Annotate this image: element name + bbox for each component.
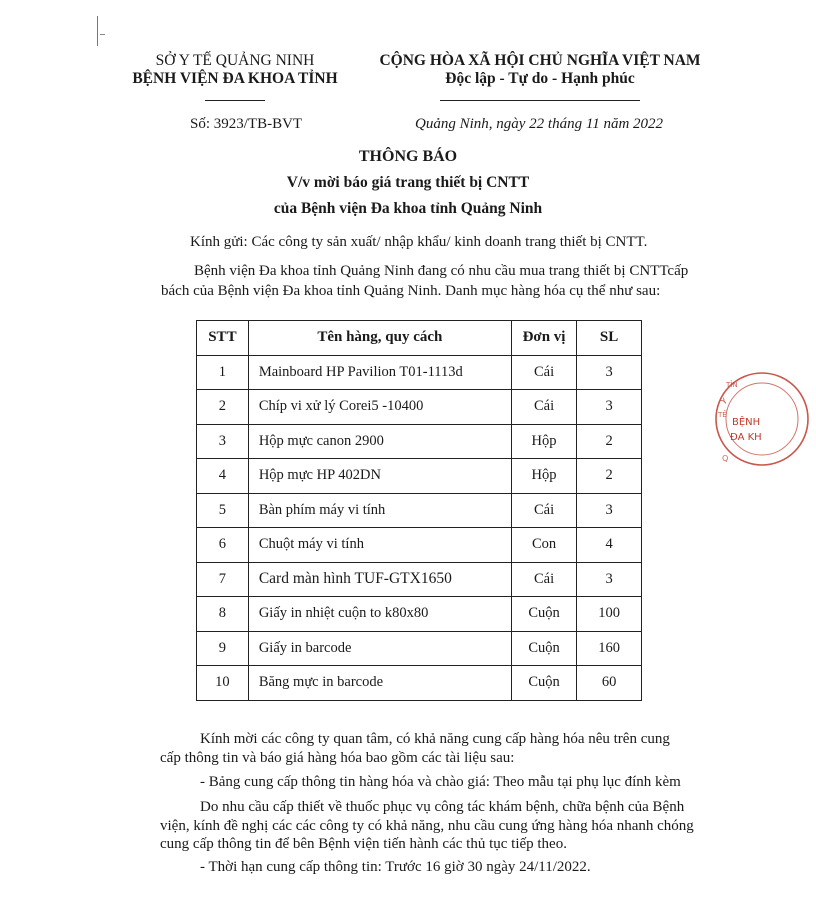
row-unit: Cuộn	[511, 631, 576, 666]
table-body	[197, 355, 642, 700]
row-quantity: 60	[577, 666, 642, 701]
place-and-date: Quảng Ninh, ngày 22 tháng 11 năm 2022	[415, 116, 664, 132]
table-row	[197, 355, 642, 390]
document-subject: V/v mời báo giá trang thiết bị CNTT	[286, 174, 530, 191]
row-item-name: Card màn hình TUF-GTX1650	[248, 562, 511, 597]
row-stt: 10	[197, 666, 249, 701]
svg-text:Q: Q	[722, 454, 729, 463]
country-name: CỘNG HÒA XÃ HỘI CHỦ NGHĨA VIỆT NAM	[379, 52, 701, 69]
row-stt: 3	[197, 424, 249, 459]
national-motto: Độc lập - Tự do - Hạnh phúc	[445, 70, 635, 87]
row-quantity: 3	[577, 390, 642, 425]
official-seal-stamp	[700, 365, 816, 477]
hospital-name: BỆNH VIỆN ĐA KHOA TỈNH	[132, 70, 338, 87]
seal-text-line1: BỆNH	[732, 417, 761, 428]
svg-text:TẾ: TẾ	[718, 411, 727, 419]
table-row	[197, 390, 642, 425]
table-row	[197, 528, 642, 563]
row-item-name: Bàn phím máy vi tính	[248, 493, 511, 528]
row-stt: 4	[197, 459, 249, 494]
seal-graphic	[700, 365, 816, 477]
row-item-name: Chíp vi xử lý Corei5 -10400	[248, 390, 511, 425]
row-quantity: 3	[577, 355, 642, 390]
svg-text:Y: Y	[719, 396, 730, 407]
table-row	[197, 562, 642, 597]
document-number: Số: 3923/TB-BVT	[190, 116, 303, 132]
row-unit: Hộp	[511, 459, 576, 494]
header-quantity: SL	[577, 321, 642, 356]
row-item-name: Hộp mực canon 2900	[248, 424, 511, 459]
row-stt: 7	[197, 562, 249, 597]
row-item-name: Mainboard HP Pavilion T01-1113d	[248, 355, 511, 390]
row-stt: 5	[197, 493, 249, 528]
urgency-paragraph-line2: viện, kính đề nghị các các công ty có khả năng, nhu cầu cung ứng hàng hóa nhanh chóng	[160, 818, 694, 834]
row-unit: Cuộn	[511, 597, 576, 632]
goods-list-table	[196, 320, 642, 701]
row-item-name: Chuột máy vi tính	[248, 528, 511, 563]
header-stt: STT	[197, 321, 249, 356]
row-quantity: 4	[577, 528, 642, 563]
table-row	[197, 597, 642, 632]
header-item-name: Tên hàng, quy cách	[248, 321, 511, 356]
row-item-name: Giấy in nhiệt cuộn to k80x80	[248, 597, 511, 632]
row-unit: Con	[511, 528, 576, 563]
row-stt: 9	[197, 631, 249, 666]
row-quantity: 2	[577, 459, 642, 494]
org-divider	[205, 100, 265, 101]
row-stt: 8	[197, 597, 249, 632]
header-unit: Đơn vị	[511, 321, 576, 356]
table-header-row	[197, 321, 642, 356]
row-quantity: 3	[577, 493, 642, 528]
scan-mark-tick	[100, 34, 105, 35]
scan-mark	[97, 16, 98, 46]
motto-divider	[440, 100, 640, 101]
deadline-item: - Thời hạn cung cấp thông tin: Trước 16 giờ 30 ngày 24/11/2022.	[200, 859, 591, 875]
table-row	[197, 666, 642, 701]
document-subject-line2: của Bệnh viện Đa khoa tỉnh Quảng Ninh	[273, 200, 543, 217]
parent-organization: SỞ Y TẾ QUẢNG NINH	[155, 52, 315, 69]
row-item-name: Băng mực in barcode	[248, 666, 511, 701]
table-row	[197, 493, 642, 528]
svg-text:TỈN: TỈN	[726, 381, 738, 389]
intro-paragraph-line2: bách của Bệnh viện Đa khoa tỉnh Quảng Ninh. Danh mục hàng hóa cụ thể như sau:	[161, 283, 661, 299]
salutation: Kính gửi: Các công ty sản xuất/ nhập khẩu/ kinh doanh trang thiết bị CNTT.	[190, 234, 648, 250]
row-item-name: Hộp mực HP 402DN	[248, 459, 511, 494]
row-unit: Cuộn	[511, 666, 576, 701]
issuing-organization	[130, 52, 340, 106]
table-row	[197, 631, 642, 666]
urgency-paragraph-line3: cung cấp thông tin để bên Bệnh viện tiến hành các thủ tục tiếp theo.	[160, 836, 567, 852]
row-item-name: Giấy in barcode	[248, 631, 511, 666]
table-row	[197, 459, 642, 494]
row-stt: 2	[197, 390, 249, 425]
row-stt: 6	[197, 528, 249, 563]
seal-text-line2: ĐA KH	[730, 432, 762, 443]
row-quantity: 100	[577, 597, 642, 632]
row-unit: Cái	[511, 562, 576, 597]
row-stt: 1	[197, 355, 249, 390]
row-quantity: 160	[577, 631, 642, 666]
row-quantity: 2	[577, 424, 642, 459]
document-requirement-item: - Bảng cung cấp thông tin hàng hóa và chào giá: Theo mẫu tại phụ lục đính kèm	[200, 774, 681, 790]
intro-paragraph-line1: Bệnh viện Đa khoa tỉnh Quảng Ninh đang có nhu cầu mua trang thiết bị CNTTcấp	[194, 263, 689, 279]
row-unit: Hộp	[511, 424, 576, 459]
national-heading	[370, 52, 710, 106]
table-row	[197, 424, 642, 459]
row-unit: Cái	[511, 493, 576, 528]
invitation-paragraph-line2: cấp thông tin và báo giá hàng hóa bao gồm các tài liệu sau:	[160, 750, 515, 766]
document-title: THÔNG BÁO	[358, 148, 458, 165]
urgency-paragraph-line1: Do nhu cầu cấp thiết về thuốc phục vụ công tác khám bệnh, chữa bệnh của Bệnh	[200, 799, 685, 815]
row-quantity: 3	[577, 562, 642, 597]
invitation-paragraph-line1: Kính mời các công ty quan tâm, có khả năng cung cấp hàng hóa nêu trên cung	[200, 731, 670, 747]
row-unit: Cái	[511, 355, 576, 390]
row-unit: Cái	[511, 390, 576, 425]
